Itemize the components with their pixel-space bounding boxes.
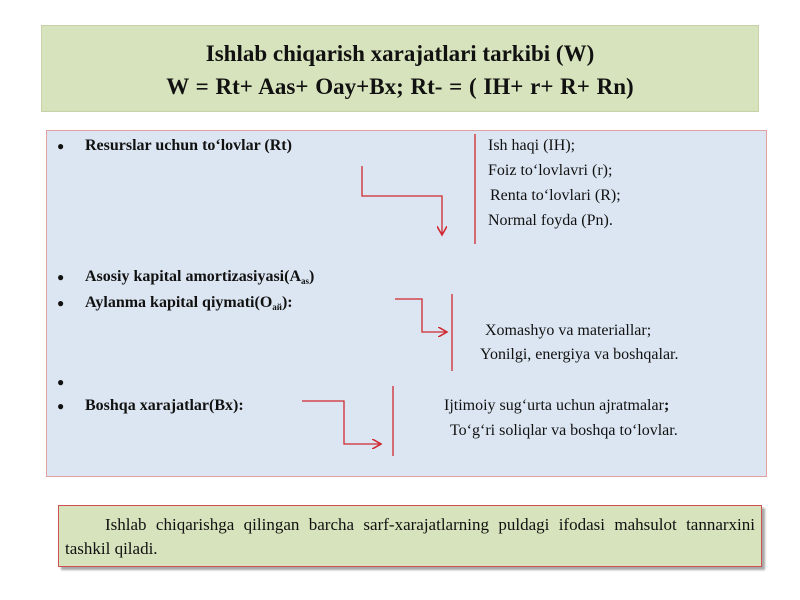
conclusion-text: Ishlab chiqarishga qilingan barcha sarf-xarajatlarning puldagi ifodasi mahsulot tannarxini tashkil qiladi.	[65, 515, 755, 558]
other-costs-label: Boshqa xarajatlar(Bx):	[85, 397, 244, 414]
aylanma-arrow	[395, 299, 447, 332]
slide-title: Ishlab chiqarish xarajatlari tarkibi (W)	[205, 41, 595, 66]
bullet: ●	[57, 270, 65, 284]
rt-detail: Renta to‘lovlari (R);	[490, 187, 621, 204]
working-capital-detail: Xomashyo va materiallar;	[485, 322, 652, 339]
bullet: ●	[57, 296, 65, 310]
bullet: ●	[57, 399, 65, 413]
rt-label: Resurslar uchun to‘lovlar (Rt)	[85, 137, 292, 154]
conclusion-box	[58, 505, 762, 567]
working-capital-subscript: aй	[272, 302, 282, 312]
rt-detail: Ish haqi (IH);	[488, 137, 576, 154]
bullet: ●	[57, 139, 65, 153]
rt-detail: Normal foyda (Pn).	[488, 212, 613, 229]
other-costs-detail: Ijtimoiy sug‘urta uchun ajratmalar;	[444, 397, 670, 414]
content-box	[46, 130, 767, 477]
amortization-subscript: as	[301, 276, 310, 286]
boshqa-arrow	[302, 401, 381, 444]
rt-arrow	[362, 166, 442, 235]
rt-detail: Foiz to‘lovlavri (r);	[488, 162, 613, 179]
formula-line: W = Rt+ Aas+ Oay+Bx; Rt- = ( IH+ r+ R+ Rn)	[166, 74, 634, 99]
other-costs-detail: To‘g‘ri soliqlar va boshqa to‘lovlar.	[450, 422, 678, 439]
working-capital-detail: Yonilgi, energiya va boshqalar.	[480, 346, 679, 363]
empty-bullet: ●	[57, 375, 65, 389]
amortization-label: Asosiy kapital $amortizasiyasi(A_{as})$	[85, 268, 315, 286]
title-box	[41, 25, 759, 112]
working-capital-label: Aylanma kapital $qiymati(O_{aй})$:	[85, 294, 293, 312]
